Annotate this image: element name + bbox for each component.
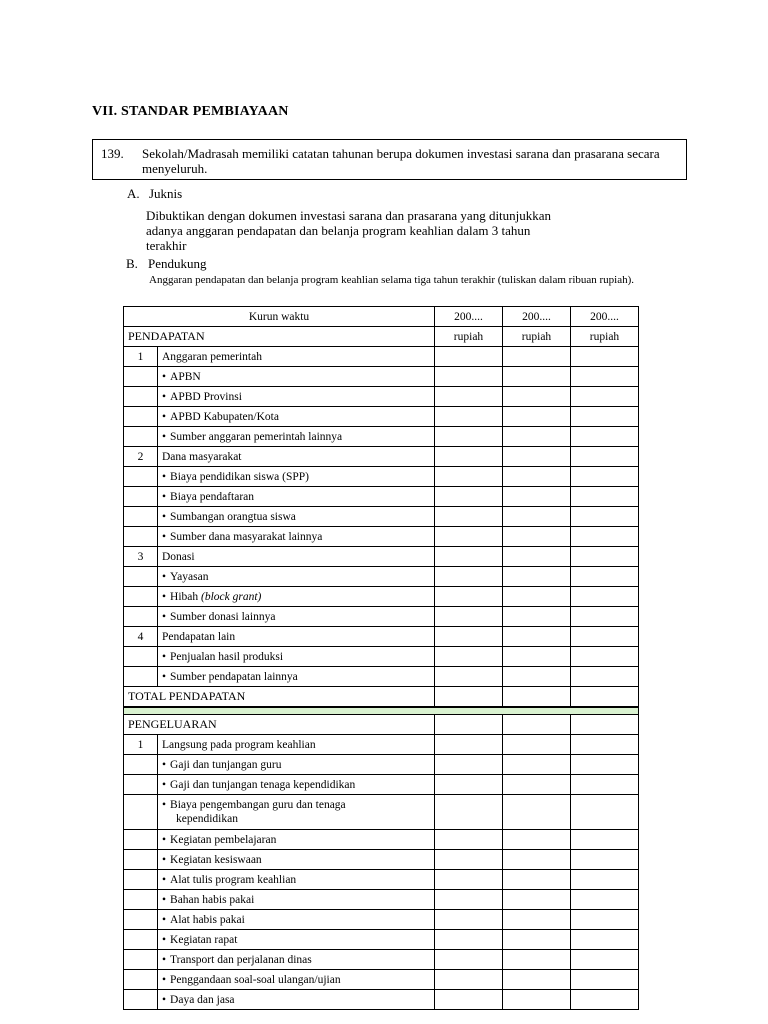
value-cell — [503, 930, 571, 950]
value-cell — [503, 527, 571, 547]
item-label: Gaji dan tunjangan guru — [170, 758, 282, 771]
value-cell — [435, 755, 503, 775]
header-year-1: 200.... — [435, 307, 503, 327]
number-cell — [124, 930, 158, 950]
value-cell — [503, 687, 571, 708]
part-b-label: Pendukung — [148, 256, 207, 271]
unit-2: rupiah — [503, 327, 571, 347]
juknis-text: Dibuktikan dengan dokumen investasi sarana dan prasarana yang ditunjukkan adanya anggaran pendapatan dan belanja program keahlian dalam 3 tahun terakhir — [146, 208, 552, 253]
number-cell — [124, 910, 158, 930]
value-cell — [435, 870, 503, 890]
item-label: Transport dan perjalanan dinas — [170, 953, 312, 966]
value-cell — [503, 607, 571, 627]
table-row — [124, 567, 639, 587]
table-row — [124, 667, 639, 687]
item-cell — [158, 647, 435, 667]
value-cell — [571, 567, 639, 587]
value-cell — [435, 527, 503, 547]
pengeluaran-row — [124, 715, 639, 735]
item-cell — [158, 367, 435, 387]
header-year-2: 200.... — [503, 307, 571, 327]
value-cell — [571, 547, 639, 567]
value-cell — [503, 735, 571, 755]
pendapatan-row — [124, 327, 639, 347]
number-cell — [124, 367, 158, 387]
item-cell — [158, 755, 435, 775]
item-cell — [158, 795, 435, 830]
value-cell — [435, 667, 503, 687]
bullet: • — [162, 758, 167, 771]
value-cell — [435, 427, 503, 447]
item-cell — [158, 970, 435, 990]
value-cell — [503, 367, 571, 387]
item-cell — [158, 830, 435, 850]
item-label: Biaya pendaftaran — [170, 490, 255, 503]
item-cell — [158, 507, 435, 527]
value-cell — [571, 507, 639, 527]
part-a-label: Juknis — [149, 186, 183, 201]
header-row — [124, 307, 639, 327]
table-row — [124, 755, 639, 775]
table-row — [124, 890, 639, 910]
value-cell — [435, 970, 503, 990]
number-cell — [124, 607, 158, 627]
header-year-3: 200.... — [571, 307, 639, 327]
table-row — [124, 467, 639, 487]
value-cell — [503, 667, 571, 687]
value-cell — [571, 627, 639, 647]
value-cell — [435, 735, 503, 755]
value-cell — [435, 447, 503, 467]
table-row — [124, 407, 639, 427]
value-cell — [503, 647, 571, 667]
item-label: Hibah — [170, 590, 199, 603]
value-cell — [503, 627, 571, 647]
table-row — [124, 487, 639, 507]
item-label: Sumbangan orangtua siswa — [170, 510, 296, 523]
value-cell — [571, 347, 639, 367]
value-cell — [503, 387, 571, 407]
header-kurun-waktu: Kurun waktu — [124, 307, 435, 327]
budget-table-body — [124, 307, 639, 1010]
value-cell — [435, 930, 503, 950]
item-label: Yayasan — [170, 570, 209, 583]
value-cell — [435, 627, 503, 647]
budget-table — [123, 306, 639, 1010]
value-cell — [503, 447, 571, 467]
separator-row — [124, 707, 639, 715]
table-row — [124, 607, 639, 627]
number-cell — [124, 667, 158, 687]
bullet: • — [162, 610, 167, 623]
group-row — [124, 447, 639, 467]
value-cell — [503, 755, 571, 775]
value-cell — [571, 667, 639, 687]
total-pendapatan-label: TOTAL PENDAPATAN — [124, 687, 435, 708]
value-cell — [435, 775, 503, 795]
number-cell — [124, 487, 158, 507]
value-cell — [503, 870, 571, 890]
item-cell — [158, 607, 435, 627]
bullet: • — [162, 490, 167, 503]
group-label: Donasi — [158, 547, 435, 567]
value-cell — [571, 930, 639, 950]
group-row — [124, 735, 639, 755]
item-label: APBD Provinsi — [170, 390, 242, 403]
value-cell — [435, 830, 503, 850]
value-cell — [503, 850, 571, 870]
value-cell — [571, 970, 639, 990]
item-label: Alat tulis program keahlian — [170, 873, 297, 886]
value-cell — [503, 487, 571, 507]
table-row — [124, 587, 639, 607]
number-cell — [124, 567, 158, 587]
group-row — [124, 627, 639, 647]
value-cell — [571, 775, 639, 795]
value-cell — [571, 407, 639, 427]
value-cell — [435, 467, 503, 487]
value-cell — [503, 950, 571, 970]
item-cell — [158, 950, 435, 970]
value-cell — [571, 715, 639, 735]
group-row — [124, 547, 639, 567]
number-cell — [124, 507, 158, 527]
item-cell — [158, 850, 435, 870]
item-cell — [158, 467, 435, 487]
bullet: • — [162, 530, 167, 543]
item-label: Sumber donasi lainnya — [170, 610, 276, 623]
item-label: Sumber dana masyarakat lainnya — [170, 530, 323, 543]
group-label: Langsung pada program keahlian — [158, 735, 435, 755]
value-cell — [571, 647, 639, 667]
value-cell — [503, 830, 571, 850]
value-cell — [435, 407, 503, 427]
group-label: Dana masyarakat — [158, 447, 435, 467]
item-cell — [158, 387, 435, 407]
value-cell — [435, 507, 503, 527]
item-label-continuation: kependidikan — [176, 813, 238, 825]
number-cell — [124, 527, 158, 547]
part-a-letter: A. — [127, 186, 140, 201]
table-row — [124, 970, 639, 990]
bullet: • — [162, 410, 167, 423]
question-text: Sekolah/Madrasah memiliki catatan tahunan berupa dokumen investasi sarana dan prasarana secara menyeluruh. — [142, 146, 660, 176]
group-number: 1 — [124, 735, 158, 755]
bullet: • — [162, 590, 167, 603]
value-cell — [435, 990, 503, 1010]
number-cell — [124, 870, 158, 890]
item-cell — [158, 910, 435, 930]
table-row — [124, 870, 639, 890]
value-cell — [503, 547, 571, 567]
item-cell — [158, 487, 435, 507]
table-row — [124, 950, 639, 970]
value-cell — [503, 970, 571, 990]
bullet: • — [162, 953, 167, 966]
value-cell — [503, 507, 571, 527]
table-row — [124, 830, 639, 850]
value-cell — [571, 487, 639, 507]
number-cell — [124, 795, 158, 830]
question-box — [92, 139, 687, 180]
value-cell — [435, 587, 503, 607]
value-cell — [571, 367, 639, 387]
number-cell — [124, 755, 158, 775]
item-label: Alat habis pakai — [170, 913, 245, 926]
question-number: 139. — [101, 146, 124, 161]
value-cell — [435, 890, 503, 910]
item-label: APBD Kabupaten/Kota — [170, 410, 279, 423]
item-cell — [158, 527, 435, 547]
value-cell — [571, 735, 639, 755]
value-cell — [435, 850, 503, 870]
item-cell — [158, 567, 435, 587]
group-number: 2 — [124, 447, 158, 467]
pendukung-text: Anggaran pendapatan dan belanja program keahlian selama tiga tahun terakhir (tuliskan dalam ribuan rupiah). — [149, 274, 635, 286]
value-cell — [571, 447, 639, 467]
value-cell — [435, 387, 503, 407]
value-cell — [571, 687, 639, 708]
value-cell — [503, 795, 571, 830]
bullet: • — [162, 873, 167, 886]
value-cell — [435, 910, 503, 930]
bullet: • — [162, 799, 167, 811]
value-cell — [571, 467, 639, 487]
table-row — [124, 387, 639, 407]
value-cell — [435, 715, 503, 735]
value-cell — [503, 715, 571, 735]
unit-1: rupiah — [435, 327, 503, 347]
value-cell — [571, 795, 639, 830]
value-cell — [571, 990, 639, 1010]
number-cell — [124, 467, 158, 487]
value-cell — [571, 607, 639, 627]
item-label: Kegiatan kesiswaan — [170, 853, 262, 866]
number-cell — [124, 647, 158, 667]
value-cell — [503, 427, 571, 447]
item-label: Biaya pengembangan guru dan tenaga — [170, 799, 346, 811]
bullet: • — [162, 430, 167, 443]
item-label: Sumber anggaran pemerintah lainnya — [170, 430, 343, 443]
item-cell — [158, 407, 435, 427]
number-cell — [124, 950, 158, 970]
value-cell — [571, 870, 639, 890]
value-cell — [503, 990, 571, 1010]
item-cell — [158, 775, 435, 795]
bullet: • — [162, 973, 167, 986]
bullet: • — [162, 370, 167, 383]
value-cell — [435, 647, 503, 667]
number-cell — [124, 775, 158, 795]
bullet: • — [162, 510, 167, 523]
value-cell — [571, 427, 639, 447]
number-cell — [124, 830, 158, 850]
table-row — [124, 910, 639, 930]
item-cell — [158, 587, 435, 607]
separator-cell — [124, 707, 639, 715]
item-label: Penggandaan soal-soal ulangan/ujian — [170, 973, 341, 986]
number-cell — [124, 970, 158, 990]
item-cell — [158, 890, 435, 910]
bullet: • — [162, 853, 167, 866]
number-cell — [124, 427, 158, 447]
table-row — [124, 427, 639, 447]
number-cell — [124, 407, 158, 427]
value-cell — [571, 755, 639, 775]
value-cell — [571, 950, 639, 970]
value-cell — [571, 830, 639, 850]
value-cell — [571, 850, 639, 870]
value-cell — [435, 367, 503, 387]
bullet: • — [162, 778, 167, 791]
value-cell — [435, 795, 503, 830]
value-cell — [435, 347, 503, 367]
part-a-heading — [127, 186, 182, 202]
value-cell — [435, 687, 503, 708]
bullet: • — [162, 933, 167, 946]
item-label: Sumber pendapatan lainnya — [170, 670, 298, 683]
value-cell — [571, 910, 639, 930]
number-cell — [124, 890, 158, 910]
table-row — [124, 795, 639, 830]
item-italic-note: (block grant) — [201, 590, 262, 603]
bullet: • — [162, 913, 167, 926]
value-cell — [503, 567, 571, 587]
table-row — [124, 850, 639, 870]
table-row — [124, 990, 639, 1010]
group-label: Pendapatan lain — [158, 627, 435, 647]
item-label: Gaji dan tunjangan tenaga kependidikan — [170, 778, 356, 791]
value-cell — [571, 387, 639, 407]
item-label: Penjualan hasil produksi — [170, 650, 284, 663]
value-cell — [503, 467, 571, 487]
unit-3: rupiah — [571, 327, 639, 347]
value-cell — [435, 567, 503, 587]
value-cell — [435, 487, 503, 507]
part-b-heading — [126, 256, 207, 272]
bullet: • — [162, 993, 167, 1006]
item-label: Kegiatan pembelajaran — [170, 833, 277, 846]
bullet: • — [162, 390, 167, 403]
bullet: • — [162, 893, 167, 906]
table-row — [124, 930, 639, 950]
item-label: Bahan habis pakai — [170, 893, 255, 906]
group-number: 3 — [124, 547, 158, 567]
value-cell — [503, 890, 571, 910]
value-cell — [503, 910, 571, 930]
value-cell — [435, 607, 503, 627]
item-cell — [158, 427, 435, 447]
item-label: Kegiatan rapat — [170, 933, 238, 946]
number-cell — [124, 850, 158, 870]
table-row — [124, 367, 639, 387]
value-cell — [571, 587, 639, 607]
value-cell — [571, 890, 639, 910]
item-label: APBN — [170, 370, 201, 383]
item-cell — [158, 870, 435, 890]
value-cell — [435, 950, 503, 970]
value-cell — [435, 547, 503, 567]
value-cell — [503, 587, 571, 607]
total-pendapatan-row — [124, 687, 639, 708]
group-row — [124, 347, 639, 367]
value-cell — [503, 347, 571, 367]
number-cell — [124, 587, 158, 607]
bullet: • — [162, 650, 167, 663]
bullet: • — [162, 833, 167, 846]
number-cell — [124, 990, 158, 1010]
value-cell — [503, 775, 571, 795]
group-number: 4 — [124, 627, 158, 647]
group-number: 1 — [124, 347, 158, 367]
pengeluaran-label: PENGELUARAN — [124, 715, 435, 735]
section-title: VII. STANDAR PEMBIAYAAN — [92, 104, 289, 119]
table-row — [124, 647, 639, 667]
number-cell — [124, 387, 158, 407]
item-cell — [158, 667, 435, 687]
bullet: • — [162, 670, 167, 683]
pendapatan-label: PENDAPATAN — [124, 327, 435, 347]
item-cell — [158, 990, 435, 1010]
item-cell — [158, 930, 435, 950]
value-cell — [571, 527, 639, 547]
table-row — [124, 507, 639, 527]
part-b-letter: B. — [126, 256, 138, 271]
value-cell — [503, 407, 571, 427]
table-row — [124, 775, 639, 795]
bullet: • — [162, 470, 167, 483]
table-row — [124, 527, 639, 547]
group-label: Anggaran pemerintah — [158, 347, 435, 367]
bullet: • — [162, 570, 167, 583]
item-label: Daya dan jasa — [170, 993, 235, 1006]
item-label: Biaya pendidikan siswa (SPP) — [170, 470, 309, 483]
